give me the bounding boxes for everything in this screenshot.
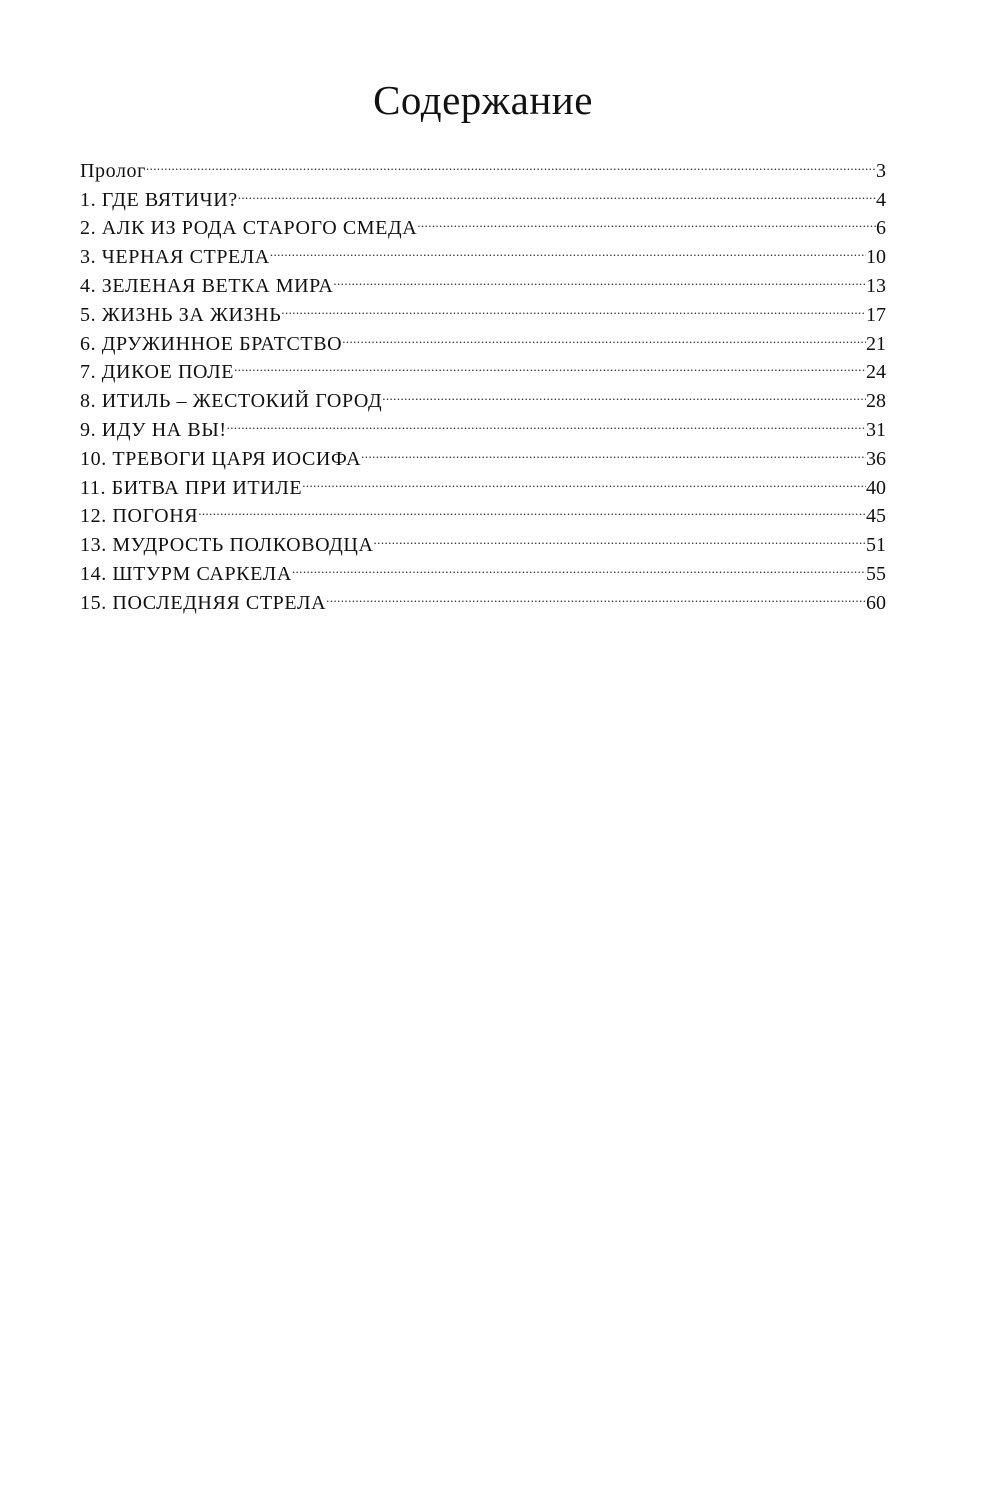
dot-leader [146, 148, 876, 177]
toc-entry-page: 24 [866, 361, 886, 384]
toc-entry-page: 3 [876, 159, 886, 182]
dot-leader [198, 494, 866, 523]
dot-leader [227, 407, 866, 436]
toc-entry-title: 12. ПОГОНЯ [80, 505, 199, 528]
toc-entry-title: 6. ДРУЖИННОЕ БРАТСТВО [80, 332, 343, 355]
toc-entry-title: 2. АЛК ИЗ РОДА СТАРОГО СМЕДА [80, 217, 418, 240]
toc-entry-page: 6 [876, 217, 886, 240]
toc-entry-page: 13 [866, 274, 886, 297]
table-of-contents [80, 148, 886, 614]
dot-leader [234, 350, 866, 379]
toc-entry-title: 8. ИТИЛЬ – ЖЕСТОКИЙ ГОРОД [80, 390, 383, 413]
toc-entry-title: 10. ТРЕВОГИ ЦАРЯ ИОСИФА [80, 447, 362, 470]
dot-leader [302, 465, 866, 494]
toc-entry-page: 45 [866, 505, 886, 528]
toc-entry-title: 11. БИТВА ПРИ ИТИЛЕ [80, 476, 303, 499]
dot-leader [382, 378, 866, 407]
toc-entry-page: 51 [866, 534, 886, 557]
toc-entry [80, 494, 886, 528]
dot-leader [374, 522, 866, 551]
toc-entry-title: 13. МУДРОСТЬ ПОЛКОВОДЦА [80, 534, 374, 557]
dot-leader [333, 263, 866, 292]
toc-entry-title: 4. ЗЕЛЕНАЯ ВЕТКА МИРА [80, 274, 334, 297]
page-title: Содержание [373, 77, 593, 123]
dot-leader [342, 321, 866, 350]
toc-entry-title: 1. ГДЕ ВЯТИЧИ? [80, 188, 238, 211]
toc-entry-title: 14. ШТУРМ САРКЕЛА [80, 562, 292, 585]
dot-leader [270, 234, 866, 263]
toc-entry-title: 3. ЧЕРНАЯ СТРЕЛА [80, 246, 270, 269]
toc-entry-page: 4 [876, 188, 886, 211]
dot-leader [281, 292, 866, 321]
toc-entry-page: 10 [866, 246, 886, 269]
toc-entry-title: 9. ИДУ НА ВЫ! [80, 418, 227, 441]
dot-leader [238, 177, 876, 206]
dot-leader [292, 551, 866, 580]
toc-entry [80, 522, 886, 557]
toc-entry-title: 5. ЖИЗНЬ ЗА ЖИЗНЬ [80, 303, 282, 326]
dot-leader [361, 436, 866, 465]
toc-entry-page: 40 [866, 476, 886, 499]
toc-entry [80, 148, 886, 182]
toc-entry-page: 31 [866, 418, 886, 441]
toc-entry-page: 17 [866, 303, 886, 326]
toc-entry-page: 36 [866, 447, 886, 470]
dot-leader [326, 580, 866, 609]
toc-entry-page: 55 [866, 562, 886, 585]
toc-entry-title: 15. ПОСЛЕДНЯЯ СТРЕЛА [80, 591, 327, 614]
toc-entry-page: 60 [866, 591, 886, 614]
toc-entry-title: Пролог [80, 159, 146, 182]
toc-entry-title: 7. ДИКОЕ ПОЛЕ [80, 361, 235, 384]
toc-entry-page: 21 [866, 332, 886, 355]
toc-entry [80, 177, 886, 211]
toc-entry-page: 28 [866, 390, 886, 413]
dot-leader [417, 206, 876, 235]
